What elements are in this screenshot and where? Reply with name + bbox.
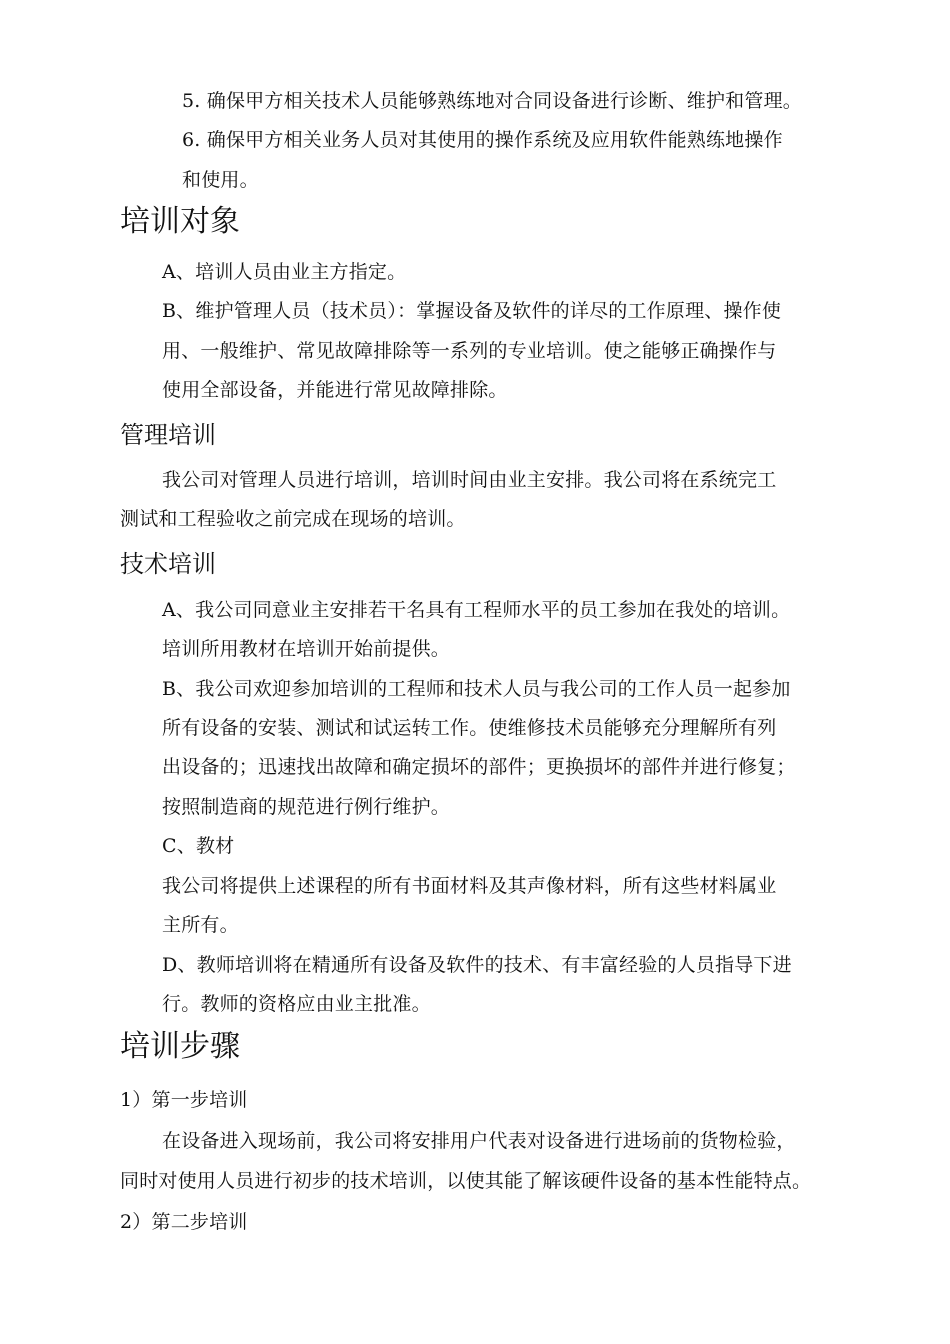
technical-b-line-3: 出设备的；迅速找出故障和确定损坏的部件；更换损坏的部件并进行修复； — [162, 756, 796, 778]
trainees-b-line-3: 使用全部设备，并能进行常见故障排除。 — [162, 379, 508, 401]
heading-trainees: 培训对象 — [120, 204, 240, 239]
heading-training-steps: 培训步骤 — [120, 1029, 240, 1064]
trainees-b-line-2: 用、一般维护、常见故障排除等一系列的专业培训。使之能够正确操作与 — [162, 340, 777, 362]
trainees-a: A、培训人员由业主方指定。 — [162, 261, 407, 283]
heading-technical-training: 技术培训 — [120, 550, 216, 578]
step-1-line-1: 在设备进入现场前，我公司将安排用户代表对设备进行进场前的货物检验， — [162, 1130, 796, 1152]
technical-b-line-2: 所有设备的安装、测试和试运转工作。使维修技术员能够充分理解所有列 — [162, 717, 777, 739]
list-item-5: 5. 确保甲方相关技术人员能够熟练地对合同设备进行诊断、维护和管理。 — [182, 90, 802, 112]
technical-c-title: C、教材 — [162, 835, 235, 857]
management-para-line-1: 我公司对管理人员进行培训，培训时间由业主安排。我公司将在系统完工 — [162, 469, 777, 491]
list-item-6-line-1: 6. 确保甲方相关业务人员对其使用的操作系统及应用软件能熟练地操作 — [182, 129, 783, 151]
list-item-6-line-2: 和使用。 — [182, 169, 259, 191]
trainees-b-line-1: B、维护管理人员（技术员）：掌握设备及软件的详尽的工作原理、操作使 — [162, 300, 782, 322]
technical-a-line-1: A、我公司同意业主安排若干名具有工程师水平的员工参加在我处的培训。 — [162, 599, 791, 621]
technical-c-line-1: 我公司将提供上述课程的所有书面材料及其声像材料，所有这些材料属业 — [162, 875, 777, 897]
step-1-title: 1）第一步培训 — [120, 1089, 248, 1111]
management-para-line-2: 测试和工程验收之前完成在现场的培训。 — [120, 508, 466, 530]
technical-d-line-2: 行。教师的资格应由业主批准。 — [162, 993, 431, 1015]
technical-c-line-2: 主所有。 — [162, 914, 239, 936]
heading-management-training: 管理培训 — [120, 421, 216, 449]
step-2-title: 2）第二步培训 — [120, 1211, 248, 1233]
technical-b-line-1: B、我公司欢迎参加培训的工程师和技术人员与我公司的工作人员一起参加 — [162, 678, 791, 700]
step-1-line-2: 同时对使用人员进行初步的技术培训，以使其能了解该硬件设备的基本性能特点。 — [120, 1170, 812, 1192]
technical-d-line-1: D、教师培训将在精通所有设备及软件的技术、有丰富经验的人员指导下进 — [162, 954, 792, 976]
technical-a-line-2: 培训所用教材在培训开始前提供。 — [162, 638, 451, 660]
technical-b-line-4: 按照制造商的规范进行例行维护。 — [162, 796, 451, 818]
